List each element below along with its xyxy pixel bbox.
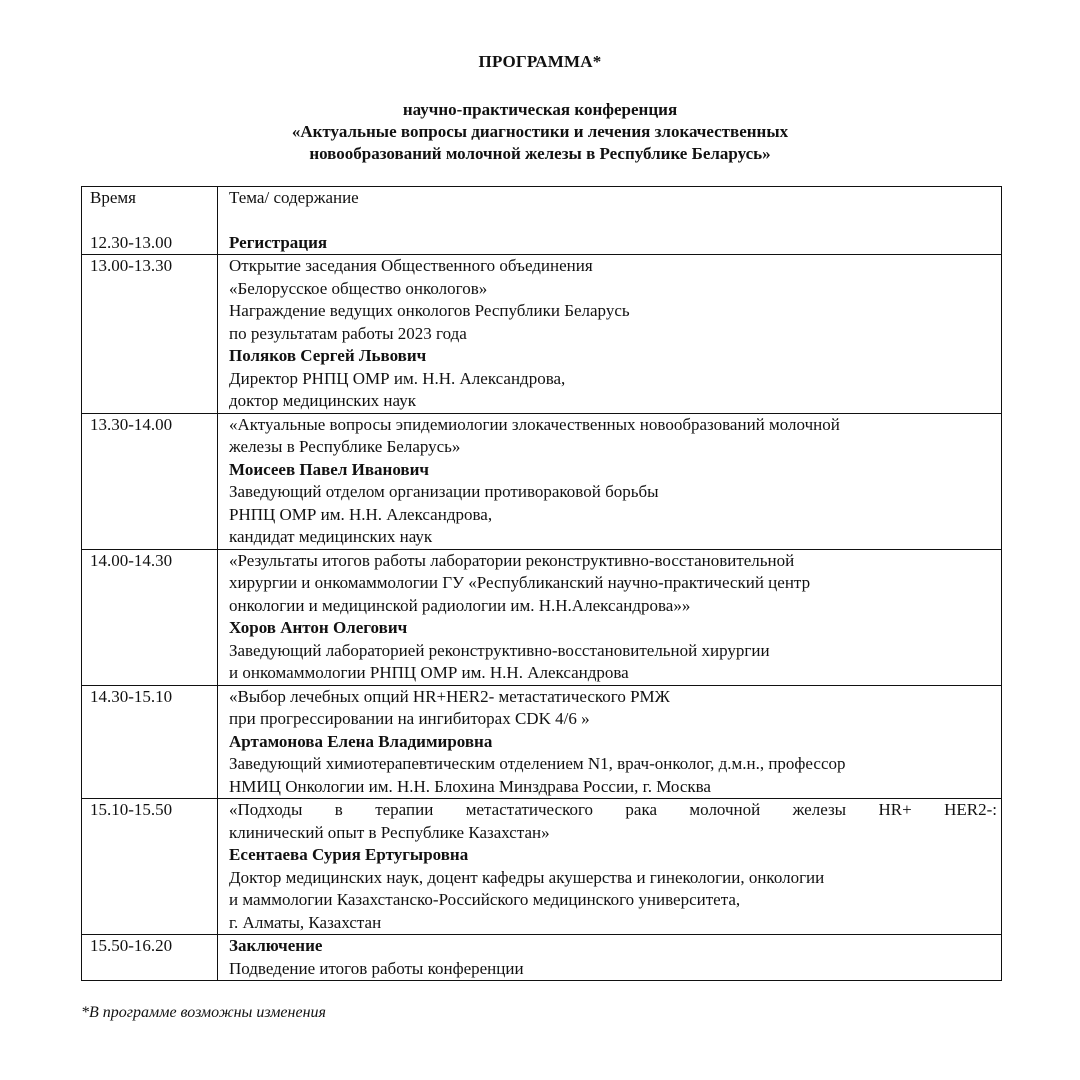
schedule-table: [81, 186, 1002, 981]
session-topic-line: по результатам работы 2023 года: [229, 323, 467, 343]
session-time: 13.00-13.30: [82, 255, 218, 414]
session-content: [218, 685, 1002, 799]
session-topic-line: железы в Республике Беларусь»: [229, 437, 461, 456]
session-topic-line: онкологии и медицинской радиологии им. Н.Н.Александрова»»: [229, 595, 691, 615]
session-topic-line: «Белорусское общество онкологов»: [229, 278, 488, 298]
time-header-cell: [82, 187, 218, 255]
speaker-name: Хоров Антон Олегович: [229, 618, 408, 637]
speaker-position: и маммологии Казахстанско-Российского медицинского университета,: [229, 890, 741, 909]
footnote: *В программе возможны изменения: [81, 1004, 326, 1021]
session-content: [218, 799, 1002, 935]
time-header-label: Время: [90, 188, 136, 207]
session-topic-line: клинический опыт в Республике Казахстан»: [229, 822, 550, 842]
speaker-name: Артамонова Елена Владимировна: [229, 731, 493, 751]
session-topic-line: Подведение итогов работы конференции: [229, 958, 524, 978]
table-row: [82, 255, 1002, 414]
registration-time: 12.30-13.00: [90, 232, 173, 252]
table-row: [82, 799, 1002, 935]
table-row: [82, 685, 1002, 799]
session-topic-line: Открытие заседания Общественного объединения: [229, 256, 593, 275]
speaker-position: Заведующий лабораторией реконструктивно-восстановительной хирургии: [229, 640, 770, 660]
session-title: Заключение: [229, 936, 323, 955]
subtitle-line: новообразований молочной железы в Республике Беларусь»: [309, 144, 771, 163]
table-row: [82, 549, 1002, 685]
speaker-position: и онкомаммологии РНПЦ ОМР им. Н.Н. Александрова: [229, 663, 629, 682]
session-time: 13.30-14.00: [82, 413, 218, 549]
session-topic-line: «Выбор лечебных опций HR+HER2- метастатического РМЖ: [229, 686, 670, 706]
session-content: [218, 549, 1002, 685]
topic-header-label: Тема/ содержание: [229, 188, 359, 207]
subtitle-line: научно-практическая конференция: [402, 100, 678, 119]
session-topic-line: хирургии и онкомаммологии ГУ «Республиканский научно-практический центр: [229, 573, 811, 592]
speaker-name: Есентаева Сурия Ертугыровна: [229, 845, 469, 864]
speaker-position: доктор медицинских наук: [229, 391, 416, 410]
session-topic-line: «Актуальные вопросы эпидемиологии злокачественных новообразований молочной: [229, 414, 840, 434]
session-content: [218, 413, 1002, 549]
speaker-position: РНПЦ ОМР им. Н.Н. Александрова,: [229, 504, 493, 524]
topic-header-cell: [218, 187, 1002, 255]
session-time: 15.50-16.20: [82, 935, 218, 981]
subtitle-line: «Актуальные вопросы диагностики и лечения злокачественных: [291, 122, 789, 141]
session-content: [218, 255, 1002, 414]
speaker-position: Заведующий химиотерапевтическим отделением N1, врач-онколог, д.м.н., профессор: [229, 754, 846, 773]
speaker-position: кандидат медицинских наук: [229, 527, 433, 546]
session-time: 14.30-15.10: [82, 685, 218, 799]
registration-label: Регистрация: [229, 232, 328, 252]
session-topic-line: Награждение ведущих онкологов Республики Беларусь: [229, 301, 630, 320]
speaker-position: г. Алматы, Казахстан: [229, 912, 382, 932]
speaker-name: Моисеев Павел Иванович: [229, 459, 429, 479]
conference-subtitle: [0, 99, 1080, 165]
session-time: 14.00-14.30: [82, 549, 218, 685]
speaker-position: НМИЦ Онкологии им. Н.Н. Блохина Минздрава России, г. Москва: [229, 776, 711, 796]
speaker-position: Доктор медицинских наук, доцент кафедры акушерства и гинекологии, онкологии: [229, 867, 825, 887]
table-row: [82, 935, 1002, 981]
speaker-position: Заведующий отделом организации противораковой борьбы: [229, 482, 659, 501]
speaker-position: Директор РНПЦ ОМР им. Н.Н. Александрова,: [229, 368, 566, 388]
page-title: ПРОГРАММА*: [478, 52, 602, 71]
session-time: 15.10-15.50: [82, 799, 218, 935]
table-row: [82, 413, 1002, 549]
table-header-row: [82, 187, 1002, 255]
session-topic-line: «Результаты итогов работы лаборатории реконструктивно-восстановительной: [229, 550, 795, 570]
session-content: [218, 935, 1002, 981]
session-topic-line: «Подходы в терапии метастатического рака молочной железы HR+ HER2-:: [229, 800, 997, 819]
speaker-name: Поляков Сергей Львович: [229, 346, 427, 365]
session-topic-line: при прогрессировании на ингибиторах CDK 4/6 »: [229, 709, 590, 728]
